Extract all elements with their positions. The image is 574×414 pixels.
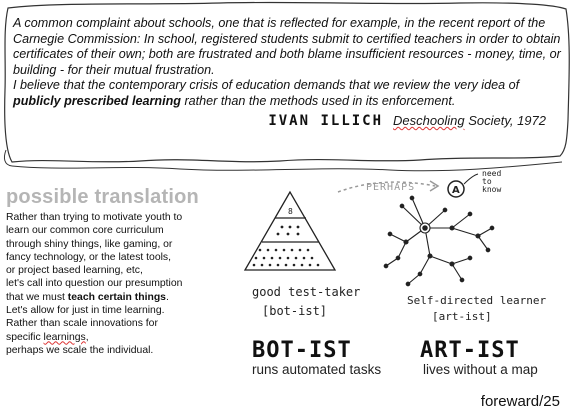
- network-sublabel: [art-ist]: [432, 310, 492, 323]
- body-line-9: Rather than scale innovations for: [6, 318, 158, 330]
- quote-paragraph-1: A common complaint about schools, one that is reflected for example, in the recent report of the Carnegie Commission: In school, registered students submit to certified teachers in order to obtain certificates of their own; both are frustrated and both blame insufficient resources - money, time, or building - for their mutual frustration.: [13, 16, 561, 77]
- translation-body: [6, 211, 216, 357]
- body-line-6: let's call into question our presumption: [6, 278, 183, 290]
- teach-prefix: that we must: [6, 291, 68, 303]
- pyramid-label: good test-taker: [252, 285, 361, 299]
- quote-attribution: [268, 113, 546, 129]
- specific-prefix: specific: [6, 331, 44, 343]
- art-ist-title: ART-IST: [420, 338, 520, 363]
- body-line-4: fancy technology, or the latest tools,: [6, 251, 171, 263]
- art-ist-description: lives without a map: [423, 362, 538, 377]
- quote-book-title: [393, 113, 546, 128]
- quote-p2-prefix: I believe that the contemporary crisis of education demands that we review the very idea of: [13, 78, 520, 93]
- body-line-5: or project based learning, etc,: [6, 265, 143, 277]
- body-line-8: Let's allow for just in time learning.: [6, 305, 165, 317]
- quote-p2-suffix: rather than the methods used in its enforcement.: [184, 93, 456, 108]
- svg-text:8: 8: [288, 207, 293, 216]
- body-line-7: [6, 291, 216, 304]
- bot-ist-title: BOT-IST: [252, 338, 352, 363]
- svg-text:A: A: [452, 185, 460, 196]
- page-number: foreward/25: [480, 393, 560, 410]
- body-line-3: through shiny things, like gaming, or: [6, 238, 173, 250]
- network-icon: [384, 196, 494, 286]
- perhaps-label: PERHAPS: [366, 182, 416, 193]
- quote-author: IVAN ILLICH: [268, 113, 384, 129]
- quote-paragraph-2: [13, 78, 561, 109]
- quote-p2-bold: publicly prescribed learning: [13, 93, 181, 108]
- specific-word: learnings: [43, 331, 86, 343]
- teach-bold: teach certain things: [67, 291, 166, 303]
- teach-suffix: .: [165, 291, 169, 303]
- section-heading: possible translation: [6, 186, 199, 208]
- body-line-11: perhaps we scale the individual.: [6, 344, 154, 356]
- body-line-2: learn our common core curriculum: [6, 225, 164, 237]
- pyramid-icon: [245, 192, 335, 270]
- body-line-10: [6, 331, 216, 344]
- body-line-1: Rather than trying to motivate youth to: [6, 212, 183, 223]
- learner-diagram: [230, 170, 570, 390]
- quote-block: [13, 16, 561, 110]
- bot-ist-description: runs automated tasks: [252, 362, 382, 377]
- goal-circle-icon: [448, 174, 478, 197]
- pyramid-sublabel: [bot-ist]: [262, 304, 328, 318]
- network-label: Self-directed learner: [407, 294, 547, 307]
- need-to-know-label: need to know: [482, 169, 502, 194]
- specific-suffix: ,: [85, 331, 89, 343]
- book-title-rest: Society, 1972: [464, 113, 546, 128]
- book-title-first-word: Deschooling: [393, 113, 465, 128]
